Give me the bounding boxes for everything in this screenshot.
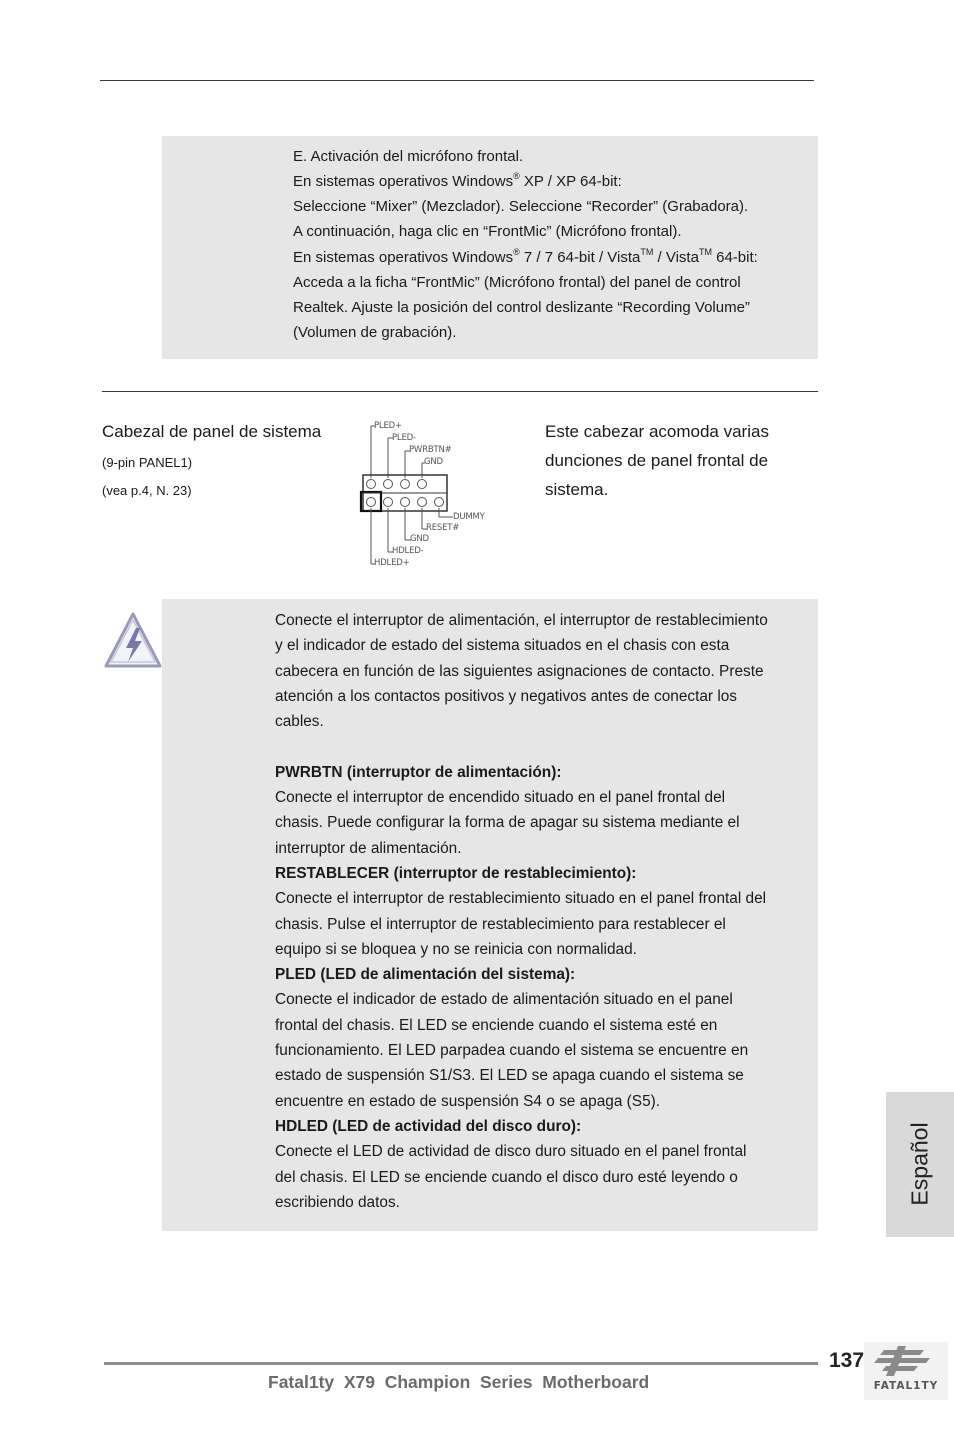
pled-line-4: estado de suspensión S1/S3. El LED se apaga cuando el sistema se xyxy=(275,1067,744,1085)
warning-icon xyxy=(102,610,164,670)
fatal1ty-logo xyxy=(864,1342,948,1400)
hdled-line-3: escribiendo datos. xyxy=(275,1193,400,1211)
page-number: 137 xyxy=(829,1349,865,1372)
pin-label-pled-plus: PLED+ xyxy=(374,421,402,431)
pled-line-3: funcionamiento. El LED parpadea cuando el sistema se encuentre en xyxy=(275,1042,749,1060)
pwrbtn-line-2: chasis. Puede configurar la forma de apagar su sistema mediante el xyxy=(275,814,740,832)
footer-title: Fatal1ty X79 Champion Series Motherboard xyxy=(268,1372,650,1392)
w7-suffix: 64-bit: xyxy=(711,249,758,266)
pin-label-hdled-minus: HDLED- xyxy=(392,546,424,556)
pled-heading: PLED (LED de alimentación del sistema): xyxy=(275,966,576,984)
intro-line-4: atención a los contactos positivos y negativos antes de conectar los xyxy=(275,687,737,705)
intro-line-3: cabecera en función de las siguientes asignaciones de contacto. Preste xyxy=(275,662,764,680)
pin-label-dummy: DUMMY xyxy=(453,512,485,522)
section-rule xyxy=(102,391,818,392)
w7-tm1: TM xyxy=(640,247,654,257)
language-tab-label: Español xyxy=(906,1122,933,1206)
reset-heading: RESTABLECER (interruptor de restablecimiento): xyxy=(275,864,637,882)
box-e-line-5: Realtek. Ajuste la posición del control deslizante “Recording Volume” xyxy=(293,299,750,316)
box-e-line-2: Seleccione “Mixer” (Mezclador). Seleccione “Recorder” (Grabadora). xyxy=(293,198,749,215)
box-e-line-4: Acceda a la ficha “FrontMic” (Micrófono frontal) del panel de control xyxy=(293,274,741,291)
header-description-3: sistema. xyxy=(545,480,609,499)
xp-suffix: XP / XP 64-bit: xyxy=(519,173,622,190)
top-rule xyxy=(100,80,814,81)
pled-line-5: encuentre en estado de suspensión S4 o se apaga (S5). xyxy=(275,1092,661,1110)
box-e-line-1: E. Activación del micrófono frontal. xyxy=(293,148,524,165)
language-tab xyxy=(886,1092,954,1237)
reset-line-1: Conecte el interruptor de restablecimiento situado en el panel frontal del xyxy=(275,890,767,908)
warning-text xyxy=(275,608,768,1215)
header-ref: (vea p.4, N. 23) xyxy=(102,483,192,498)
hdled-line-1: Conecte el LED de actividad de disco duro situado en el panel frontal xyxy=(275,1143,747,1161)
header-description-1: Este cabezar acomoda varias xyxy=(545,422,769,441)
reset-line-3: equipo si se bloquea y no se reinicia con normalidad. xyxy=(275,940,637,958)
box-e-xp-line xyxy=(293,169,622,194)
xp-reg: ® xyxy=(513,171,520,181)
box-e-w7-line xyxy=(293,245,758,270)
pwrbtn-line-3: interruptor de alimentación. xyxy=(275,839,462,857)
pin-label-gnd-top: GND xyxy=(424,457,443,467)
reset-line-2: chasis. Pulse el interruptor de restablecimiento para restablecer el xyxy=(275,915,726,933)
w7-mid1: 7 / 7 64-bit / Vista xyxy=(519,249,641,266)
w7-tm2: TM xyxy=(698,247,712,257)
header-pins: (9-pin PANEL1) xyxy=(102,455,193,470)
footer-rule xyxy=(104,1362,818,1365)
intro-line-2: y el indicador de estado del sistema situados en el chasis con esta xyxy=(275,637,730,655)
hdled-heading: HDLED (LED de actividad del disco duro): xyxy=(275,1117,582,1135)
pin-label-gnd-bottom: GND xyxy=(410,534,429,544)
w7-prefix: En sistemas operativos Windows xyxy=(293,249,514,266)
pwrbtn-line-1: Conecte el interruptor de encendido situado en el panel frontal del xyxy=(275,789,726,807)
panel-header-diagram xyxy=(355,418,485,570)
w7-mid2: / Vista xyxy=(653,249,699,266)
fatal1ty-logo-text: FATAL1TY xyxy=(873,1380,939,1392)
xp-prefix: En sistemas operativos Windows xyxy=(293,173,514,190)
w7-reg: ® xyxy=(513,247,520,257)
intro-line-1: Conecte el interruptor de alimentación, el interruptor de restablecimiento xyxy=(275,612,768,629)
box-e-line-3: A continuación, haga clic en “FrontMic” (Micrófono frontal). xyxy=(293,223,682,240)
pin-label-hdled-plus: HDLED+ xyxy=(374,558,410,568)
hdled-line-2: del chasis. El LED se enciende cuando el disco duro esté leyendo o xyxy=(275,1168,738,1186)
pwrbtn-heading: PWRBTN (interruptor de alimentación): xyxy=(275,763,562,781)
pled-line-1: Conecte el indicador de estado de alimentación situado en el panel xyxy=(275,991,733,1009)
intro-line-5: cables. xyxy=(275,713,324,731)
header-title: Cabezal de panel de sistema xyxy=(102,422,322,441)
box-e-line-6: (Volumen de grabación). xyxy=(293,324,457,341)
pled-line-2: frontal del chasis. El LED se enciende cuando el sistema esté en xyxy=(275,1016,718,1034)
header-description-2: dunciones de panel frontal de xyxy=(545,451,769,470)
pin-label-reset: RESET# xyxy=(426,523,460,533)
pin-label-pled-minus: PLED- xyxy=(392,433,416,443)
blank-line xyxy=(275,734,768,759)
pin-label-pwrbtn: PWRBTN# xyxy=(409,445,452,455)
